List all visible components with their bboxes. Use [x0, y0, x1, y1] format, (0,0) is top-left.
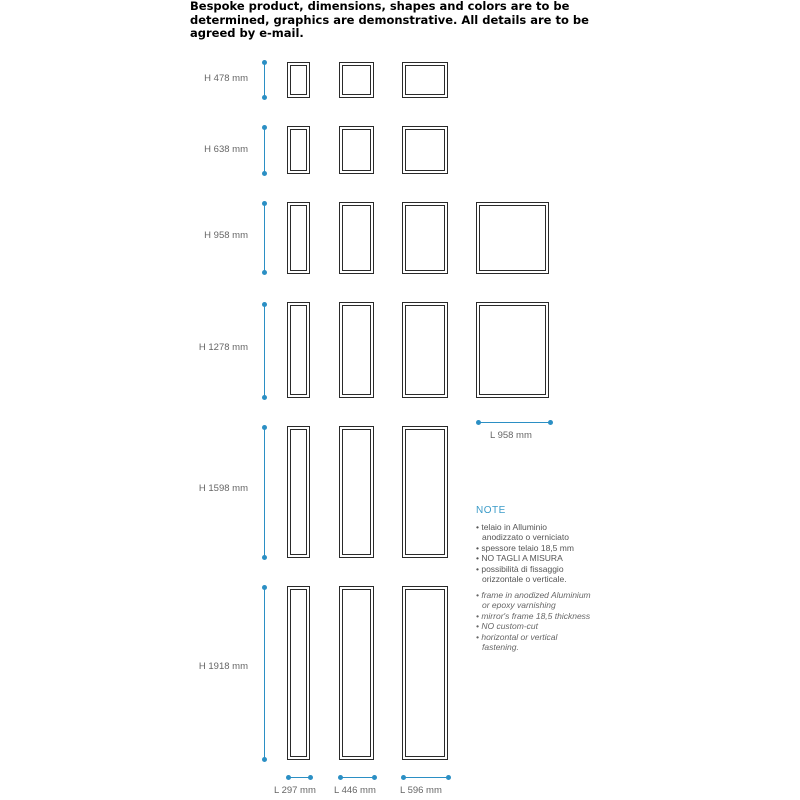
note-en-line: • frame in anodized Aluminium — [476, 589, 591, 600]
height-label-1278: H 1278 mm — [198, 342, 248, 353]
mirror-frame-596x1598 — [402, 426, 448, 558]
height-label-638: H 638 mm — [204, 144, 248, 155]
mirror-frame-446x638 — [339, 126, 374, 174]
height-label-478: H 478 mm — [204, 73, 248, 84]
note-it-line: • NO TAGLI A MISURA — [476, 553, 563, 563]
mirror-frame-446x478 — [339, 62, 374, 98]
mirror-frame-297x1918 — [287, 586, 310, 760]
note-en-line: fastening. — [482, 642, 519, 652]
note-en-line: • horizontal or vertical — [476, 631, 558, 642]
note-it-line: anodizzato o verniciato — [482, 532, 569, 542]
mirror-frame-297x1598 — [287, 426, 310, 558]
height-label-1598: H 1598 mm — [198, 483, 248, 494]
note-it-line: • spessore telaio 18,5 mm — [476, 542, 574, 553]
note-en-line: • mirror's frame 18,5 thickness — [476, 610, 591, 621]
mirror-frame-596x958 — [402, 202, 448, 274]
note-en-line: • NO custom-cut — [476, 621, 539, 631]
mirror-frame-297x478 — [287, 62, 310, 98]
mirror-frame-446x1598 — [339, 426, 374, 558]
mirror-frame-446x958 — [339, 202, 374, 274]
mirror-frame-297x638 — [287, 126, 310, 174]
mirror-frame-446x1278 — [339, 302, 374, 398]
header-disclaimer: Bespoke product, dimensions, shapes and colors are to be determined, graphics are demonstrative. All details are to be agreed by e-mail. — [190, 0, 589, 40]
width-label-958: L 958 mm — [490, 430, 532, 441]
mirror-frame-958x958 — [476, 202, 549, 274]
note-en-line: or epoxy varnishing — [482, 600, 556, 610]
mirror-frame-297x1278 — [287, 302, 310, 398]
mirror-frame-596x1278 — [402, 302, 448, 398]
width-label-297: L 297 mm — [274, 785, 316, 796]
width-label-446: L 446 mm — [334, 785, 376, 796]
width-label-596: L 596 mm — [400, 785, 442, 796]
height-label-958: H 958 mm — [204, 230, 248, 241]
mirror-frame-297x958 — [287, 202, 310, 274]
note-it-line: • possibilità di fissaggio — [476, 563, 564, 574]
mirror-frame-596x478 — [402, 62, 448, 98]
note-block — [476, 506, 636, 653]
note-it-line: orizzontale o verticale. — [482, 574, 567, 584]
note-it-line: • telaio in Alluminio — [476, 521, 548, 532]
mirror-frame-596x638 — [402, 126, 448, 174]
height-label-1918: H 1918 mm — [198, 661, 248, 672]
note-title: NOTE — [476, 505, 506, 516]
mirror-frame-446x1918 — [339, 586, 374, 760]
mirror-frame-596x1918 — [402, 586, 448, 760]
mirror-frame-958x1278 — [476, 302, 549, 398]
